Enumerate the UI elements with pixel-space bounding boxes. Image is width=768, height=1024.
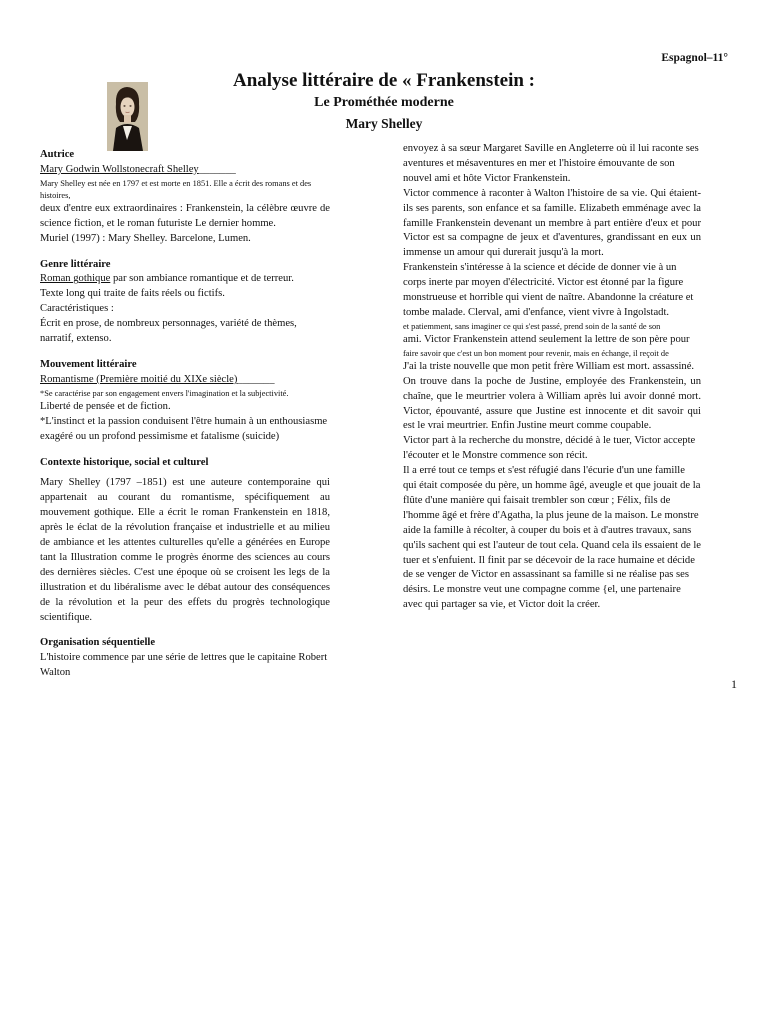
paragraph-4: ami. Victor Frankenstein attend seulement la lettre de son père pour xyxy=(403,333,690,345)
section-title-organisation: Organisation séquentielle xyxy=(40,637,156,649)
course-tag: Espagnol–11° xyxy=(661,52,728,64)
section-title-autrice: Autrice xyxy=(40,149,75,160)
section-title-mouvement: Mouvement littéraire xyxy=(40,358,137,370)
paragraph-2: Victor commence à raconter à Walton l'histoire de sa vie. Qui étaient-ils ses parents, son enfance et sa famille. Elizabeth emménage avec la famille Frankenstein devenant un membre à part entière d'eux et pour Victor est sa compagne de jeux et d'aventures, grandissant en eux un immense un amour qui durerait jusqu'à la mort. xyxy=(403,187,701,259)
paragraph-6: On trouve dans la poche de Justine, employée des Frankenstein, un chaîne, que le meurtrier volera à William après lui avoir donné mort. Victor, épouvanté, assure que Justine est innocente et dit savoir qui est le vrai meurtrier. Enfin Justine meurt comme coupable. xyxy=(403,375,701,432)
organisation-text: L'histoire commence par une série de lettres que le capitaine Robert Walton xyxy=(40,652,328,679)
right-column xyxy=(403,142,701,613)
autrice-name: Mary Godwin Wollstonecraft Shelley_______ xyxy=(40,163,236,175)
paragraph-4-small: faire savoir que c'est un bon moment pour revenir, mais en échange, il reçoit de xyxy=(403,348,669,358)
paragraph-5: J'ai la triste nouvelle que mon petit frère William est mort. assassiné. xyxy=(403,360,695,372)
mouvement-line-1: Liberté de pensée et de fiction. xyxy=(40,400,171,412)
document-title: Analyse littéraire de « Frankenstein : xyxy=(232,70,536,91)
genre-caracteristiques-label: Caractéristiques : xyxy=(40,303,114,315)
mouvement-line-2: *L'instinct et la passion conduisent l'être humain à un enthousiasme exagéré ou un profond pessimisme et fatalisme (suicide) xyxy=(40,415,328,442)
autrice-bio-small: Mary Shelley est née en 1797 et est morte en 1851. Elle a écrit des romans et des histoires, xyxy=(40,178,312,200)
mouvement-note-small: *Se caractérise par son engagement envers l'imagination et la subjectivité. xyxy=(40,388,289,398)
document-author: Mary Shelley xyxy=(345,116,423,131)
genre-caracteristiques-text: Écrit en prose, de nombreux personnages, variété de thèmes, narratif, extenso. xyxy=(40,318,297,345)
paragraph-1: envoyez à sa sœur Margaret Saville en Angleterre où il lui raconte ses aventures et mésaventures en mer et l'histoire émouvante de son nouvel ami et hôte Victor Frankenstein. xyxy=(403,143,699,184)
document-subtitle: Le Prométhée moderne xyxy=(314,95,454,110)
genre-line-2: Texte long qui traite de faits réels ou fictifs. xyxy=(40,288,225,300)
autrice-bio: deux d'entre eux extraordinaires : Frankenstein, la célèbre œuvre de science fiction, et le roman futuriste Le dernier homme. xyxy=(40,202,330,229)
mouvement-name: Romantisme (Première moitié du XIXe siècle)_______ xyxy=(40,373,275,385)
left-column xyxy=(40,148,330,681)
contexte-text: Mary Shelley (1797 –1851) est une auteure contemporaine qui appartenait au courant du romantisme, spécifiquement au mouvement gothique. Elle a écrit le roman Frankenstein en 1818, après le éclat de la révolution française et industrielle et au milieu de ambiance et les attentes culturelles qu'elle a générées en Europe tant la Illustration comme le progrès énorme des sciences au cours des dernières siècles. C'est une époque où se croisent les legs de la illustration et du libéralisme avec le débat autour des conséquences de la révolution et la peur des effets du progrès technologique scientifique. xyxy=(40,477,330,623)
genre-line-1: Roman gothique par son ambiance romantique et de terreur. xyxy=(40,273,294,285)
section-title-contexte: Contexte historique, social et culturel xyxy=(40,456,209,468)
paragraph-7: Victor part à la recherche du monstre, décidé à le tuer, Victor accepte l'écouter et le Monstre commence son récit. xyxy=(403,435,696,462)
paragraph-8: Il a erré tout ce temps et s'est réfugié dans l'écurie d'un une famille qui était composée du père, un homme âgé, aveugle et que jouait de la flûte d'une manière qui faisait trembler son cœur ; Félix, fils de l'homme âgé et frère d'Agatha, la plus jeune de la maison. Le monstre aide la famille à récolter, à couper du bois et à d'autres travaux, sans qu'ils sachent qui est l'auteur de tout cela. Quand cela ils essaient de le tuer et s'enfuient. Il finit par se décevoir de la race humaine et décide de se venger de Victor en assassinant sa famille si ne réalise pas ses désirs. Le monstre veut une compagne comme {el, une partenaire avec qui partager sa vie, et Victor doit la créer. xyxy=(403,465,701,611)
autrice-reference: Muriel (1997) : Mary Shelley. Barcelone, Lumen. xyxy=(40,232,251,244)
paragraph-3-small: et patiemment, sans imaginer ce qui s'est passé, prend soin de la santé de son xyxy=(403,321,661,331)
section-title-genre: Genre littéraire xyxy=(40,258,111,270)
paragraph-3: Frankenstein s'intéresse à la science et décide de donner vie à un corps inerte par moyen d'électricité. Victor est étonné par la figure monstrueuse et horrible qui vient de naître. Abandonne la créature et tombe malade. Clerval, ami d'enfance, vient vivre à Ingolstadt. xyxy=(403,262,694,318)
page-number: 1 xyxy=(731,677,737,691)
